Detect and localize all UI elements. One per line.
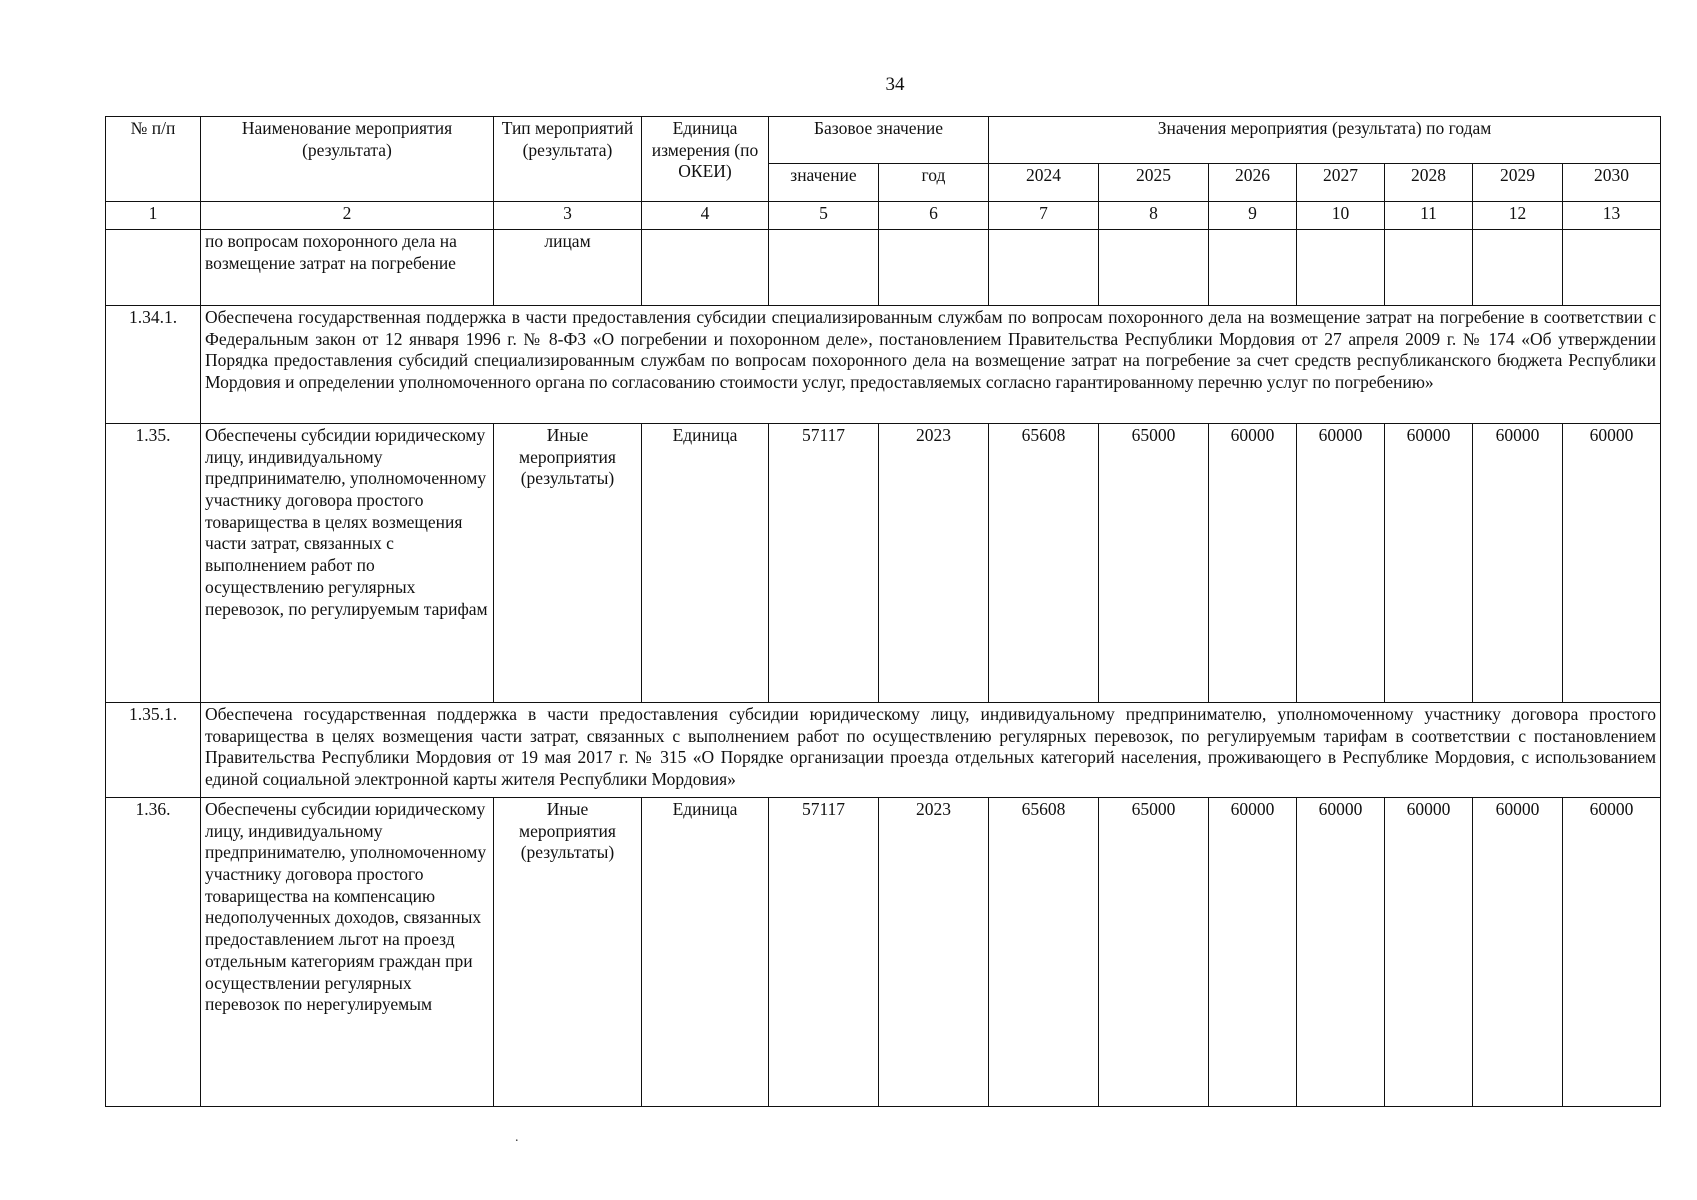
header-year: 2028 — [1385, 164, 1473, 202]
base-year: 2023 — [879, 798, 989, 1107]
col-number: 5 — [769, 202, 879, 230]
scan-speck: . — [515, 1130, 519, 1145]
year-value: 60000 — [1297, 424, 1385, 703]
activity-name: по вопросам похоронного дела на возмещение затрат на погребение — [201, 230, 494, 306]
activity-type: лицам — [494, 230, 642, 306]
year-value: 60000 — [1209, 798, 1297, 1107]
year-value: 60000 — [1385, 424, 1473, 703]
col-number: 4 — [642, 202, 769, 230]
col-number: 9 — [1209, 202, 1297, 230]
year-value: 60000 — [1473, 798, 1563, 1107]
row-number: 1.35.1. — [106, 703, 201, 798]
unit: Единица — [642, 798, 769, 1107]
year-value: 60000 — [1473, 424, 1563, 703]
header-year: 2027 — [1297, 164, 1385, 202]
header-years-group: Значения мероприятия (результата) по годам — [989, 117, 1661, 164]
header-row-1 — [106, 117, 1661, 164]
col-number: 12 — [1473, 202, 1563, 230]
header-base-year: год — [879, 164, 989, 202]
header-year: 2026 — [1209, 164, 1297, 202]
table-row — [106, 798, 1661, 1107]
row-number: 1.36. — [106, 798, 201, 1107]
row-description: Обеспечена государственная поддержка в части предоставления субсидии юридическому лицу, индивидуальному предпринимателю, уполномоченному участнику договора простого товарищества в целях возмещения части затрат, связанных с выполнением работ по осуществлению регулярных перевозок, по регулируемым тарифам в соответствии с постановлением Правительства Республики Мордовия от 19 мая 2017 г. № 315 «О Порядке организации проезда отдельных категорий населения, проживающего в Республике Мордовия, с использованием единой социальной электронной карты жителя Республики Мордовия» — [201, 703, 1661, 798]
col-number: 1 — [106, 202, 201, 230]
year-value: 65000 — [1099, 424, 1209, 703]
base-value: 57117 — [769, 424, 879, 703]
table-row — [106, 306, 1661, 424]
col-number: 11 — [1385, 202, 1473, 230]
header-base-value: значение — [769, 164, 879, 202]
header-type: Тип мероприятий (результата) — [494, 117, 642, 202]
header-unit: Единица измерения (по ОКЕИ) — [642, 117, 769, 202]
activity-name: Обеспечены субсидии юридическому лицу, индивидуальному предпринимателю, уполномоченному участнику договора простого товарищества в целях возмещения части затрат, связанных с выполнением работ по осуществлению регулярных перевозок, по регулируемым тарифам — [201, 424, 494, 703]
col-number: 10 — [1297, 202, 1385, 230]
year-value: 60000 — [1297, 798, 1385, 1107]
col-number: 2 — [201, 202, 494, 230]
column-number-row — [106, 202, 1661, 230]
col-number: 7 — [989, 202, 1099, 230]
base-year: 2023 — [879, 424, 989, 703]
table-row — [106, 703, 1661, 798]
col-number: 8 — [1099, 202, 1209, 230]
col-number: 6 — [879, 202, 989, 230]
activity-type: Иные мероприятия (результаты) — [494, 798, 642, 1107]
activity-type: Иные мероприятия (результаты) — [494, 424, 642, 703]
year-value: 60000 — [1563, 798, 1661, 1107]
header-num: № п/п — [106, 117, 201, 202]
header-year: 2029 — [1473, 164, 1563, 202]
year-value: 60000 — [1209, 424, 1297, 703]
row-number: 1.35. — [106, 424, 201, 703]
header-base: Базовое значение — [769, 117, 989, 164]
continuation-row — [106, 230, 1661, 306]
row-description: Обеспечена государственная поддержка в части предоставления субсидии специализированным службам по вопросам похоронного дела на возмещение затрат на погребение в соответствии с Федеральным закон от 12 января 1996 г. № 8-ФЗ «О погребении и похоронном деле», постановлением Правительства Республики Мордовия от 27 апреля 2009 г. № 174 «Об утверждении Порядка предоставления субсидий специализированным службам по вопросам похоронного дела на возмещение затрат на погребение за счет средств республиканского бюджета Республики Мордовия и определении уполномоченного органа по согласованию стоимости услуг, предоставляемых согласно гарантированному перечню услуг по погребению» — [201, 306, 1661, 424]
year-value: 65608 — [989, 424, 1099, 703]
unit: Единица — [642, 424, 769, 703]
header-year: 2024 — [989, 164, 1099, 202]
year-value: 65000 — [1099, 798, 1209, 1107]
year-value: 60000 — [1563, 424, 1661, 703]
base-value: 57117 — [769, 798, 879, 1107]
year-value: 60000 — [1385, 798, 1473, 1107]
page-number: 34 — [885, 74, 905, 95]
year-value: 65608 — [989, 798, 1099, 1107]
header-year: 2025 — [1099, 164, 1209, 202]
header-name: Наименование мероприятия (результата) — [201, 117, 494, 202]
header-year: 2030 — [1563, 164, 1661, 202]
activities-table — [105, 116, 1661, 1107]
col-number: 13 — [1563, 202, 1661, 230]
table-row — [106, 424, 1661, 703]
activity-name: Обеспечены субсидии юридическому лицу, индивидуальному предпринимателю, уполномоченному участнику договора простого товарищества на компенсацию недополученных доходов, связанных предоставлением льгот на проезд отдельным категориям граждан при осуществлении регулярных перевозок по нерегулируемым — [201, 798, 494, 1107]
row-number: 1.34.1. — [106, 306, 201, 424]
col-number: 3 — [494, 202, 642, 230]
